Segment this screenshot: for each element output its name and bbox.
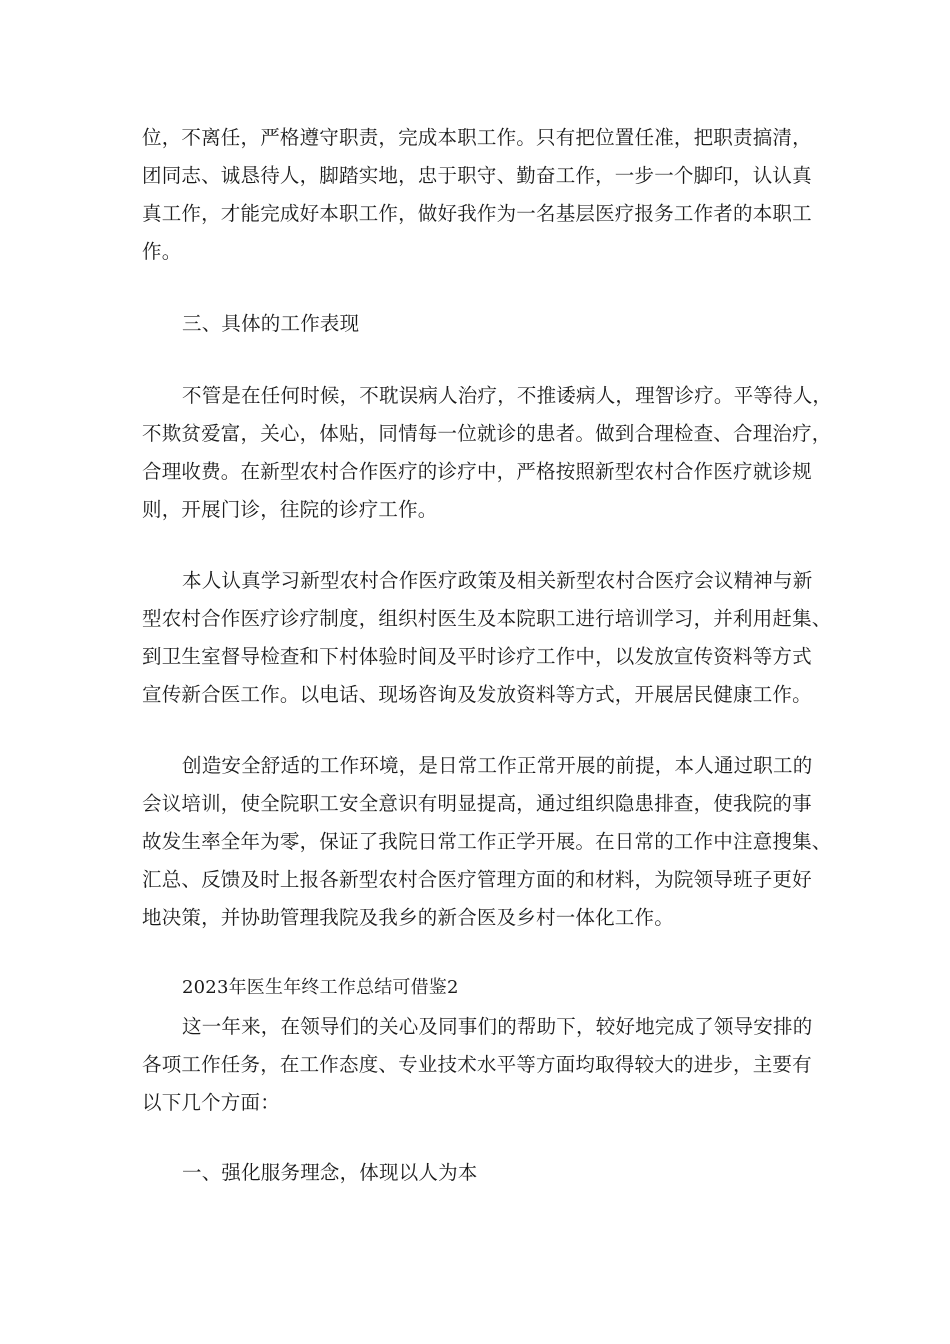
paragraph-line: 宣传新合医工作。以电话、现场咨询及发放资料等方式，开展居民健康工作。 [142, 683, 812, 706]
paragraph-line: 不管是在任何时候，不耽误病人治疗，不推诿病人，理智诊疗。平等待人， [182, 384, 833, 407]
paragraph-line: 汇总、反馈及时上报各新型农村合医疗管理方面的和材料，为院领导班子更好 [142, 868, 812, 891]
paragraph-line: 真工作，才能完成好本职工作，做好我作为一名基层医疗报务工作者的本职工 [142, 202, 812, 225]
paragraph-line: 位，不离任，严格遵守职责，完成本职工作。只有把位置任准，把职责搞清， [142, 126, 812, 149]
paragraph-line: 各项工作任务，在工作态度、专业技术水平等方面均取得较大的进步，主要有 [142, 1053, 812, 1076]
paragraph-line: 地决策，并协助管理我院及我乡的新合医及乡村一体化工作。 [142, 906, 674, 929]
paragraph-line: 作。 [142, 240, 182, 263]
paragraph-line: 故发生率全年为零，保证了我院日常工作正学开展。在日常的工作中注意搜集、 [142, 830, 832, 853]
section-heading: 三、具体的工作表现 [182, 312, 360, 335]
paragraph-line: 创造安全舒适的工作环境，是日常工作正常开展的前提，本人通过职工的 [182, 754, 813, 777]
paragraph-line: 型农村合作医疗诊疗制度，组织村医生及本院职工进行培训学习，并利用赶集、 [142, 607, 832, 630]
article-title: 2023年医生年终工作总结可借鉴2 [182, 977, 459, 998]
paragraph-line: 不欺贫爱富，关心，体贴，同情每一位就诊的患者。做到合理检查、合理治疗， [142, 422, 832, 445]
paragraph-line: 这一年来，在领导们的关心及同事们的帮助下，较好地完成了领导安排的 [182, 1015, 813, 1038]
paragraph-line: 到卫生室督导检查和下村体验时间及平时诊疗工作中，以发放宣传资料等方式 [142, 645, 812, 668]
paragraph-line: 会议培训，使全院职工安全意识有明显提高，通过组织隐患排查，使我院的事 [142, 792, 812, 815]
paragraph-line: 团同志、诚恳待人，脚踏实地，忠于职守、勤奋工作，一步一个脚印，认认真 [142, 164, 812, 187]
paragraph-line: 本人认真学习新型农村合作医疗政策及相关新型农村合医疗会议精神与新 [182, 569, 813, 592]
paragraph-line: 以下几个方面： [142, 1091, 280, 1114]
paragraph-line: 则，开展门诊，往院的诊疗工作。 [142, 498, 438, 521]
section-heading: 一、强化服务理念，体现以人为本 [182, 1161, 478, 1184]
paragraph-line: 合理收费。在新型农村合作医疗的诊疗中，严格按照新型农村合作医疗就诊规 [142, 460, 812, 483]
